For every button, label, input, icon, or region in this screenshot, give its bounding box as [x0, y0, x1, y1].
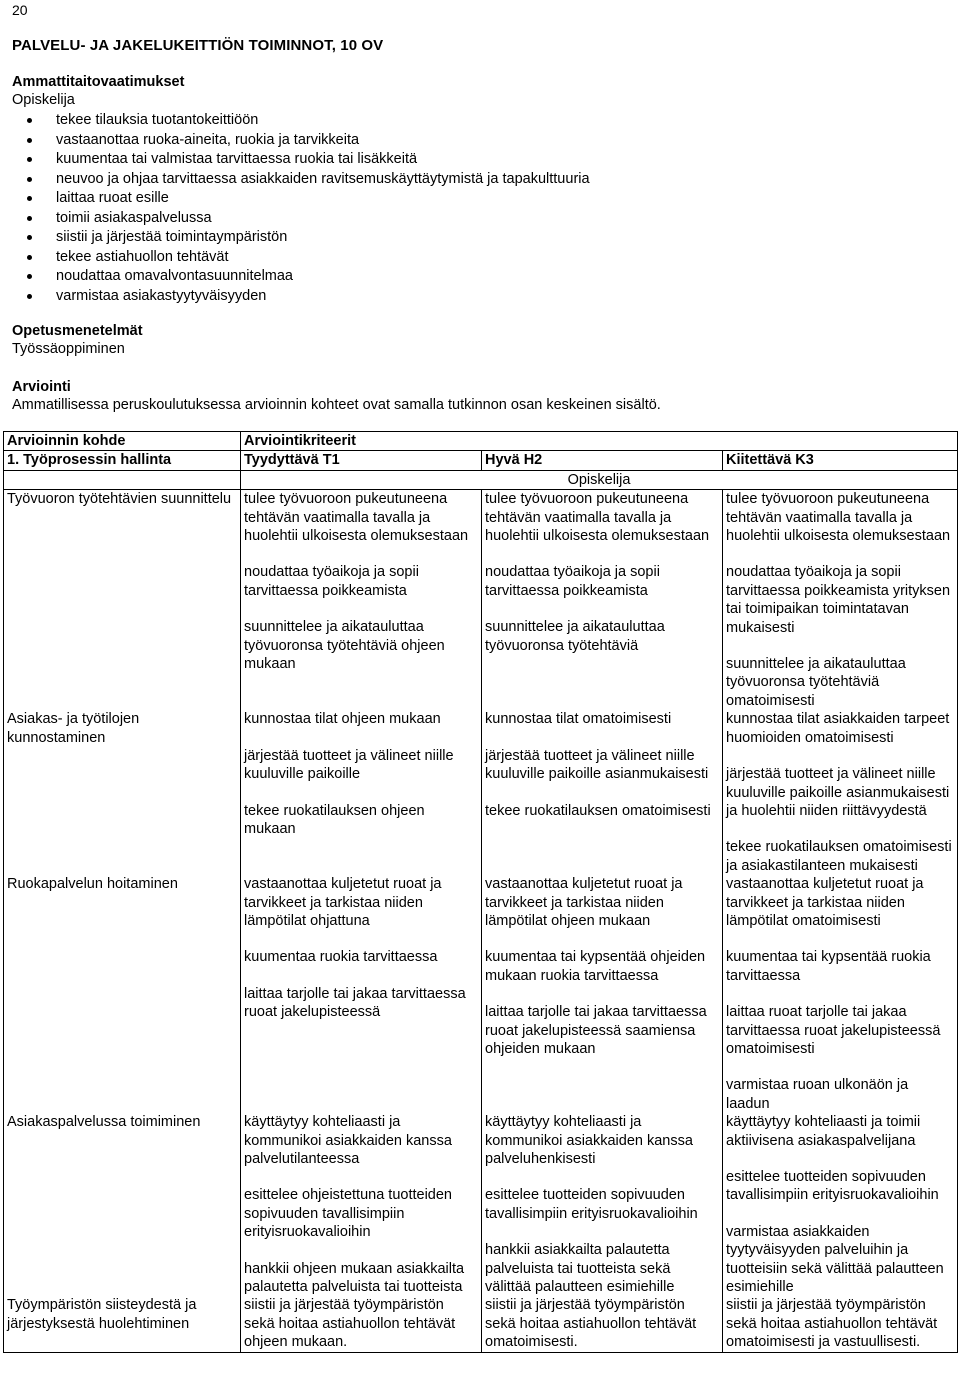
table-row	[4, 710, 958, 875]
criterion-text: käyttäytyy kohteliaasti ja kommunikoi asiakkaiden kanssa palvelutilanteessa	[244, 1114, 452, 1167]
criterion-text: vastaanottaa kuljetetut ruoat ja tarvikkeet ja tarkistaa niiden lämpötilat ohjeen mukaan	[485, 876, 683, 929]
criterion-text: tekee ruokatilauksen omatoimisesti	[485, 802, 711, 819]
criteria-cell-k3	[723, 875, 958, 1113]
criterion-text: laittaa ruoat tarjolle tai jakaa tarvittaessa ruoat jakelupisteessä omatoimisesti	[726, 1004, 941, 1057]
skills-section	[12, 73, 590, 306]
table-row	[4, 875, 958, 1113]
assessment-target: Asiakaspalvelussa toimiminen	[4, 1113, 241, 1296]
criterion-text: tekee ruokatilauksen ohjeen mukaan	[244, 802, 425, 837]
list-item: varmistaa asiakastyytyväisyyden	[26, 287, 590, 307]
table-row	[4, 1113, 958, 1296]
assessment-target: Ruokapalvelun hoitaminen	[4, 875, 241, 1113]
criteria-cell-t1	[241, 1296, 482, 1352]
assessment-section	[12, 378, 661, 414]
grade-t1-header: Tyydyttävä T1	[241, 451, 482, 470]
criterion-text: vastaanottaa kuljetetut ruoat ja tarvikkeet ja tarkistaa niiden lämpötilat ohjattuna	[244, 876, 442, 929]
criterion-text: hankkii ohjeen mukaan asiakkailta palautetta palveluista tai tuotteista	[244, 1260, 465, 1296]
list-item: neuvoo ja ohjaa tarvittaessa asiakkaiden ravitsemuskäyttäytymistä ja tapakulttuuria	[26, 170, 590, 190]
methods-heading: Opetusmenetelmät	[12, 323, 143, 339]
criterion-text: siistii ja järjestää työympäristön sekä hoitaa astiahuollon tehtävät omatoimisesti ja vastuullisesti.	[726, 1297, 938, 1351]
list-item: laittaa ruoat esille	[26, 189, 590, 209]
criterion-text: kunnostaa tilat asiakkaiden tarpeet huomioiden omatoimisesti	[726, 711, 950, 746]
table-row	[4, 490, 958, 711]
skills-list	[12, 111, 590, 306]
list-item: tekee astiahuollon tehtävät	[26, 248, 590, 268]
methods-text: Työssäoppiminen	[12, 341, 125, 357]
list-item: tekee tilauksia tuotantokeittiöön	[26, 111, 590, 131]
criterion-text: tulee työvuoroon pukeutuneena tehtävän vaatimalla tavalla ja huolehtii ulkoisesta olemuksestaan	[485, 491, 710, 545]
criterion-text: kunnostaa tilat ohjeen mukaan	[244, 711, 441, 728]
criterion-text: järjestää tuotteet ja välineet niille kuuluville paikoille	[244, 747, 454, 783]
criterion-text: laittaa tarjolle tai jakaa tarvittaessa ruoat jakelupisteessä saamiensa ohjeiden mukaan	[485, 1004, 707, 1057]
subject-row	[4, 470, 958, 489]
criterion-text: käyttäytyy kohteliaasti ja toimii aktiivisena asiakaspalvelijana	[726, 1114, 921, 1149]
criteria-cell-t1	[241, 875, 482, 1113]
criteria-cell-h2	[482, 1296, 723, 1352]
criteria-cell-k3	[723, 710, 958, 875]
criteria-table	[3, 431, 958, 1353]
page-title: PALVELU- JA JAKELUKEITTIÖN TOIMINNOT, 10 OV	[12, 37, 384, 54]
col-target-header: Arvioinnin kohde	[4, 432, 241, 451]
skills-heading: Ammattitaitovaatimukset	[12, 74, 185, 90]
criteria-rows	[4, 490, 958, 1352]
criterion-text: siistii ja järjestää työympäristön sekä hoitaa astiahuollon tehtävät ohjeen mukaan.	[244, 1297, 456, 1351]
criterion-text: noudattaa työaikoja ja sopii tarvittaessa poikkeamista yrityksen tai toimipaikan toimintatavan mukaisesti	[726, 564, 951, 636]
criterion-text: tulee työvuoroon pukeutuneena tehtävän vaatimalla tavalla ja huolehtii ulkoisesta olemuksestaan	[726, 491, 951, 545]
assessment-heading: Arviointi	[12, 379, 71, 395]
col-criteria-header: Arviointikriteerit	[241, 432, 958, 451]
list-item: siistii ja järjestää toimintaympäristön	[26, 228, 590, 248]
skills-subject: Opiskelija	[12, 92, 75, 108]
criterion-text: tulee työvuoroon pukeutuneena tehtävän vaatimalla tavalla ja huolehtii ulkoisesta olemuksestaan	[244, 491, 469, 545]
criterion-text: suunnittelee ja aikatauluttaa työvuoronsa työtehtäviä omatoimisesti	[726, 656, 906, 709]
criterion-text: suunnittelee ja aikatauluttaa työvuoronsa työtehtäviä	[485, 619, 665, 654]
assessment-text: Ammatillisessa peruskoulutuksessa arvioinnin kohteet ovat samalla tutkinnon osan keskeinen sisältö.	[12, 397, 661, 413]
assessment-target: Työvuoron työtehtävien suunnittelu	[4, 490, 241, 711]
criterion-text: kunnostaa tilat omatoimisesti	[485, 711, 672, 728]
criteria-cell-h2	[482, 875, 723, 1113]
table-header-row	[4, 432, 958, 451]
list-item: vastaanottaa ruoka-aineita, ruokia ja tarvikkeita	[26, 131, 590, 151]
criterion-text: esittelee tuotteiden sopivuuden tavallisimpiin erityisruokavalioihin	[485, 1187, 698, 1222]
page-number: 20	[12, 2, 28, 18]
criterion-text: esittelee ohjeistettuna tuotteiden sopivuuden tavallisimpiin erityisruokavalioihin	[244, 1187, 452, 1241]
criterion-text: kuumentaa tai kypsentää ruokia tarvittaessa	[726, 949, 931, 984]
criterion-text: noudattaa työaikoja ja sopii tarvittaessa poikkeamista	[485, 564, 660, 599]
assessment-target: Asiakas- ja työtilojen kunnostaminen	[4, 710, 241, 875]
criteria-cell-t1	[241, 710, 482, 875]
criteria-cell-k3	[723, 1296, 958, 1352]
criterion-text: varmistaa asiakkaiden tyytyväisyyden palveluihin ja tuotteisiin sekä välittää palautteen esimiehille	[726, 1223, 944, 1296]
grade-h2-header: Hyvä H2	[482, 451, 723, 470]
list-item: noudattaa omavalvontasuunnitelmaa	[26, 267, 590, 287]
criteria-cell-h2	[482, 490, 723, 711]
criterion-text: kuumentaa ruokia tarvittaessa	[244, 949, 438, 966]
criterion-text: tekee ruokatilauksen omatoimisesti ja asiakastilanteen mukaisesti	[726, 839, 952, 874]
criterion-text: kuumentaa tai kypsentää ohjeiden mukaan ruokia tarvittaessa	[485, 949, 706, 984]
criterion-text: järjestää tuotteet ja välineet niille kuuluville paikoille asianmukaisesti ja huolehtii niiden riittävyydestä	[726, 766, 950, 819]
criteria-cell-k3	[723, 1113, 958, 1296]
criterion-text: suunnittelee ja aikatauluttaa työvuoronsa työtehtäviä ohjeen mukaan	[244, 619, 445, 673]
criterion-text: noudattaa työaikoja ja sopii tarvittaessa poikkeamista	[244, 564, 419, 599]
criteria-cell-t1	[241, 1113, 482, 1296]
criterion-text: käyttäytyy kohteliaasti ja kommunikoi asiakkaiden kanssa palveluhenkisesti	[485, 1114, 693, 1167]
subject-label: Opiskelija	[241, 470, 958, 489]
list-item: kuumentaa tai valmistaa tarvittaessa ruokia tai lisäkkeitä	[26, 150, 590, 170]
criteria-cell-h2	[482, 710, 723, 875]
grade-header-row	[4, 451, 958, 470]
methods-section	[12, 322, 143, 358]
table-row	[4, 1296, 958, 1352]
criterion-text: esittelee tuotteiden sopivuuden tavallisimpiin erityisruokavalioihin	[726, 1169, 939, 1204]
criterion-text: laittaa tarjolle tai jakaa tarvittaessa ruoat jakelupisteessä	[244, 985, 466, 1021]
criterion-text: hankkii asiakkailta palautetta palveluista tai tuotteista sekä välittää palautteen esimiehille	[485, 1242, 675, 1296]
list-item: toimii asiakaspalvelussa	[26, 209, 590, 229]
assessment-target: Työympäristön siisteydestä ja järjestyksestä huolehtiminen	[4, 1296, 241, 1352]
criteria-cell-h2	[482, 1113, 723, 1296]
criterion-text: vastaanottaa kuljetetut ruoat ja tarvikkeet ja tarkistaa niiden lämpötilat omatoimisesti	[726, 876, 924, 929]
section-header: 1. Työprosessin hallinta	[4, 451, 241, 470]
criterion-text: siistii ja järjestää työympäristön sekä hoitaa astiahuollon tehtävät omatoimisesti.	[485, 1297, 697, 1351]
criteria-cell-k3	[723, 490, 958, 711]
criteria-cell-t1	[241, 490, 482, 711]
criterion-text: järjestää tuotteet ja välineet niille kuuluville paikoille asianmukaisesti	[485, 747, 709, 783]
criterion-text: varmistaa ruoan ulkonäön ja laadun	[726, 1077, 909, 1112]
grade-k3-header: Kiitettävä K3	[723, 451, 958, 470]
